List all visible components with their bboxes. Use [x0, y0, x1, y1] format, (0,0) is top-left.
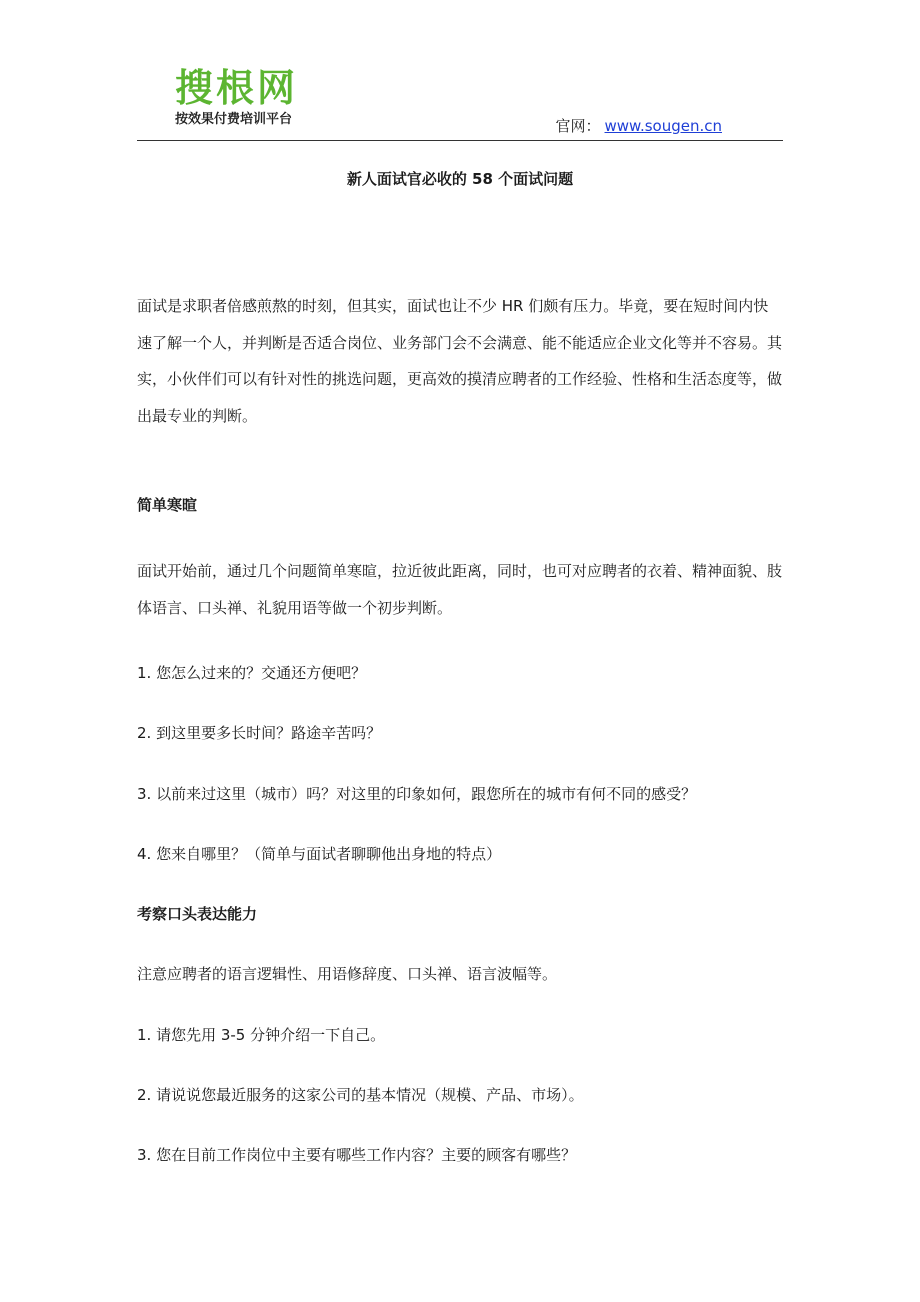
section-oral-description: 注意应聘者的语言逻辑性、用语修辞度、口头禅、语言波幅等。	[137, 965, 558, 983]
section-heading-greeting: 简单寒暄	[137, 496, 198, 514]
section-greeting-description: 面试开始前，通过几个问题简单寒暄，拉近彼此距离，同时，也可对应聘者的衣着、精神面貌、肢体语言、口头禅、礼貌用语等做一个初步判断。	[137, 562, 783, 617]
header-divider	[137, 140, 783, 141]
site-label: 官网：	[555, 117, 601, 135]
page-header	[137, 60, 783, 142]
question-item: 1. 您怎么过来的？交通还方便吧？	[137, 664, 367, 682]
logo-wordmark[interactable]: 搜根网	[175, 66, 299, 110]
intro-paragraph: 面试是求职者倍感煎熬的时刻，但其实，面试也让不少 HR 们颇有压力。毕竟，要在短时间内快速了解一个人，并判断是否适合岗位、业务部门会不会满意、能不能适应企业文化等并不容易。其实，小伙伴们可以有针对性的挑选问题，更高效的摸清应聘者的工作经验、性格和生活态度等，做出最专业的判断。	[137, 297, 783, 425]
question-item: 2. 到这里要多长时间？路途辛苦吗？	[137, 724, 382, 742]
official-site	[556, 116, 723, 136]
question-item: 2. 请说说您最近服务的这家公司的基本情况（规模、产品、市场）。	[137, 1086, 584, 1104]
document-title: 新人面试官必收的 58 个面试问题	[346, 170, 574, 188]
question-item: 1. 请您先用 3-5 分钟介绍一下自己。	[137, 1026, 386, 1044]
question-item: 4. 您来自哪里？（简单与面试者聊聊他出身地的特点）	[137, 845, 502, 863]
question-item: 3. 以前来过这里（城市）吗？对这里的印象如何，跟您所在的城市有何不同的感受？	[137, 785, 697, 803]
logo-tagline: 按效果付费培训平台	[175, 112, 293, 127]
question-item: 3. 您在目前工作岗位中主要有哪些工作内容？主要的顾客有哪些？	[137, 1146, 577, 1164]
section-heading-oral-expression: 考察口头表达能力	[137, 905, 258, 923]
site-url-link[interactable]: www.sougen.cn	[604, 117, 722, 135]
